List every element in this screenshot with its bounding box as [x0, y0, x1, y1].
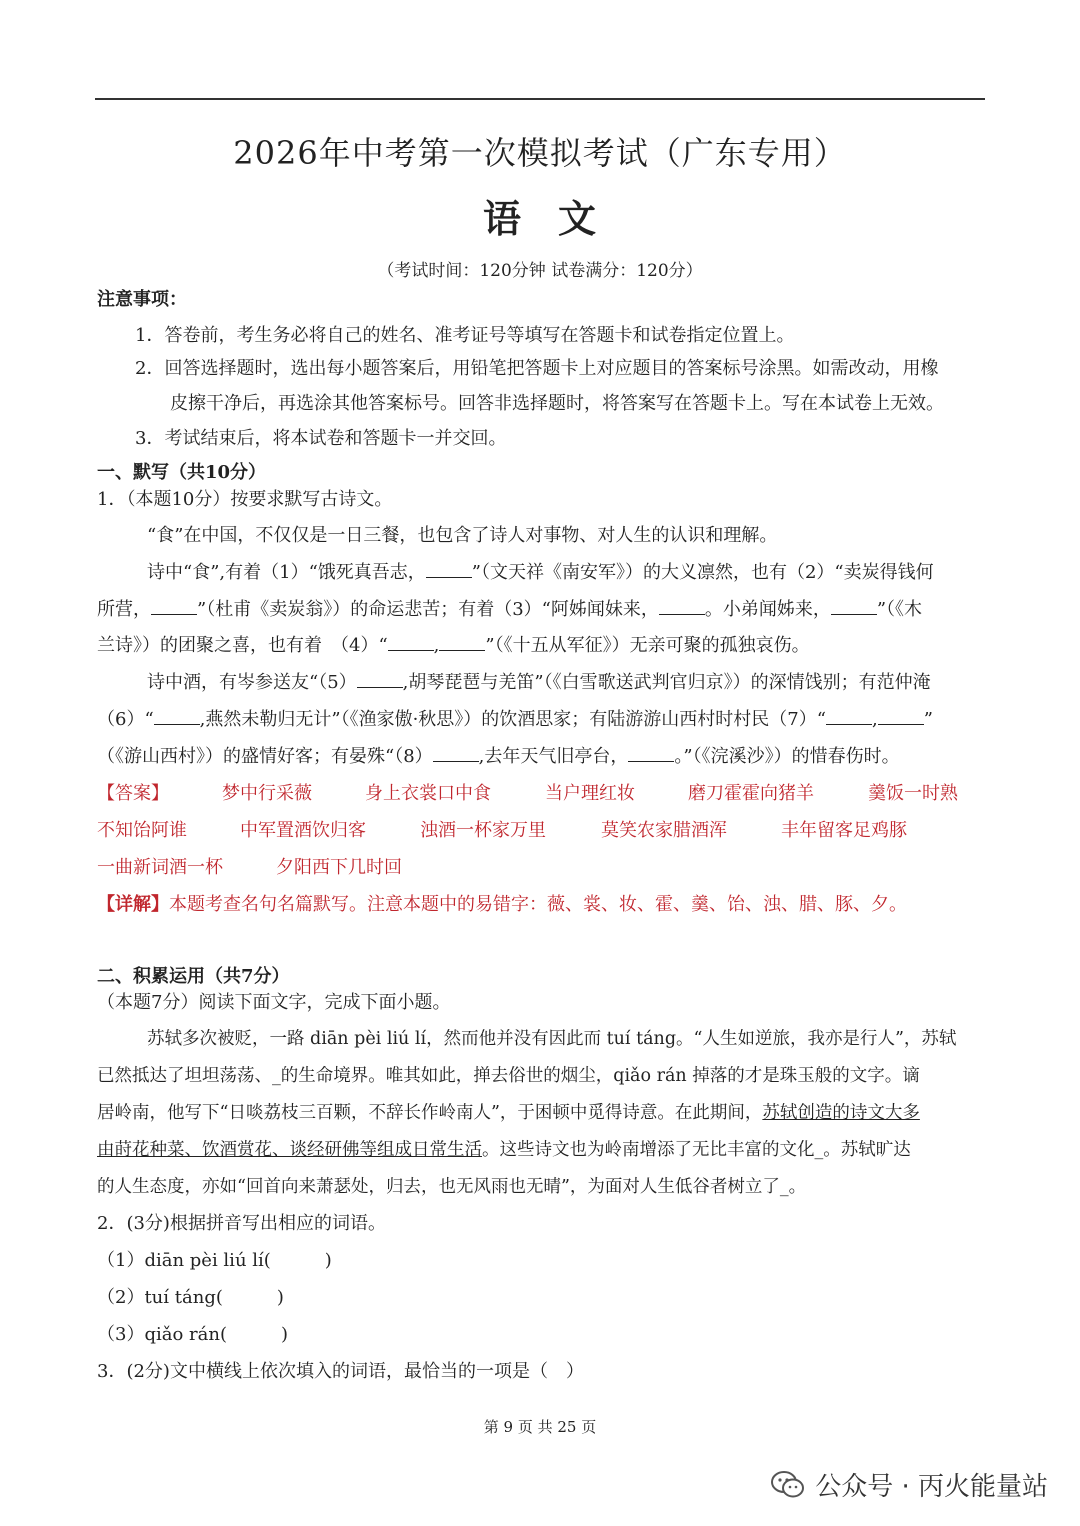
- passage-line-3: 居岭南，他写下“日啖荔枝三百颗，不辞长作岭南人”，于困顿中觅得诗意。在此期间，苏轼创造的诗文大多: [97, 1103, 920, 1123]
- answer-1: 梦中行采薇: [222, 783, 312, 804]
- passage-line-2: 已然抵达了坦坦荡荡、_的生命境界。唯其如此，掸去俗世的烟尘，qiǎo rán 掉落的才是珠玉般的文字。谪: [97, 1066, 920, 1086]
- section1-para-3-line-3: （《游山西村》）的盛情好客；有晏殊“（8） ,去年天气旧亭台， 。”（《浣溪沙》）的惜春伤时。: [97, 743, 900, 771]
- underlined-sentence-start: 苏轼创造的诗文大多: [762, 1103, 920, 1123]
- answer-12: 夕阳西下几时回: [276, 857, 402, 878]
- notice-item-1: 1．答卷前，考生务必将自己的姓名、准考证号等填写在答题卡和试卷指定位置上。: [135, 325, 795, 346]
- passage-line-1: 苏轼多次被贬，一路 diān pèi liú lí，然而他并没有因此而 tuí táng。“人生如逆旅，我亦是行人”，苏轼: [147, 1029, 957, 1049]
- section2-intro: （本题7分）阅读下面文字，完成下面小题。: [97, 992, 451, 1013]
- question-1: 1．（本题10分）按要求默写古诗文。: [97, 489, 393, 510]
- underlined-sentence-end: 由莳花种菜、饮酒赏花、谈经研佛等组成日常生活: [97, 1140, 482, 1160]
- question-2-1: （1）diān pèi liú lí( ): [97, 1250, 332, 1271]
- answer-7: 中军置酒饮归客: [240, 820, 366, 841]
- answer-5: 羹饭一时熟: [868, 783, 958, 804]
- header-rule: [95, 98, 985, 100]
- subject-title: [0, 188, 1080, 243]
- section1-para-2-line-3: 兰诗》）的团聚之喜，也有着 （4）“ , ”（《十五从军征》）无亲可聚的孤独哀伤。: [97, 632, 810, 660]
- exam-title: 2026年中考第一次模拟考试（广东专用）: [233, 134, 847, 172]
- section1-para-2-line-2: 所营， ”（杜甫《卖炭翁》）的命运悲苦；有着（3）“阿姊闻妹来， 。小弟闻姊来， ”（《木: [97, 596, 922, 624]
- notice-item-2: 2．回答选择题时，选出每小题答案后，用铅笔把答题卡上对应题目的答案标号涂黑。如需改动，用橡: [135, 358, 939, 379]
- section1-para-3-line-1: 诗中酒，有岑参送友“（5） ,胡琴琵琶与羌笛”（《白雪歌送武判官归京》）的深情饯别；有范仲淹: [147, 669, 931, 697]
- section1-para-3-line-2: （6）“ ,燕然未勒归无计”（《渔家傲·秋思》）的饮酒思家；有陆游游山西村时村民（7）“ , ”: [97, 706, 933, 734]
- passage-line-4: 由莳花种菜、饮酒赏花、谈经研佛等组成日常生活。这些诗文也为岭南增添了无比丰富的文化_。苏轼旷达: [97, 1140, 911, 1160]
- question-2-2: （2）tuí táng( ): [97, 1287, 284, 1308]
- section1-heading: 一、默写（共10分）: [97, 462, 267, 483]
- answer-label: 【答案】: [97, 783, 169, 804]
- subject-char-1: 语: [482, 196, 522, 241]
- section1-para-1: “食”在中国，不仅仅是一日三餐，也包含了诗人对事物、对人生的认识和理解。: [147, 525, 778, 546]
- subject-char-2: 文: [558, 196, 598, 241]
- detail: 【详解】本题考查名句名篇默写。注意本题中的易错字：薇、裳、妆、霍、羹、饴、浊、腊、豚、夕。: [97, 894, 907, 915]
- page-number: 第 9 页 共 25 页: [483, 1418, 597, 1436]
- question-3: 3．(2分)文中横线上依次填入的词语，最恰当的一项是（ ）: [97, 1361, 584, 1382]
- answer-4: 磨刀霍霍向猪羊: [688, 783, 814, 804]
- notice-item-3: 3．考试结束后，将本试卷和答题卡一并交回。: [135, 428, 507, 449]
- answer-10: 丰年留客足鸡豚: [781, 820, 907, 841]
- answer-3: 当户理红妆: [545, 783, 635, 804]
- question-2-3: （3）qiǎo rán( ): [97, 1324, 288, 1345]
- wechat-icon: [771, 1470, 805, 1500]
- watermark: [771, 1466, 1048, 1503]
- question-2: 2．(3分)根据拼音写出相应的词语。: [97, 1213, 386, 1234]
- exam-info: （考试时间：120分钟 试卷满分：120分）: [377, 261, 703, 281]
- answer-9: 莫笑农家腊酒浑: [601, 820, 727, 841]
- answer-11: 一曲新词酒一杯: [97, 857, 223, 878]
- notice-item-2-cont: 皮擦干净后，再选涂其他答案标号。回答非选择题时，将答案写在答题卡上。写在本试卷上无效。: [170, 393, 944, 414]
- watermark-text: 公众号 · 丙火能量站: [815, 1472, 1048, 1502]
- answer-6: 不知饴阿谁: [97, 820, 187, 841]
- notice-heading: 注意事项：: [97, 289, 187, 310]
- section1-para-2-line-1: 诗中“食”,有着（1）“饿死真吾志， ”（文天祥《南安军》）的大义凛然，也有（2）“卖炭得钱何: [147, 559, 934, 587]
- answer-8: 浊酒一杯家万里: [420, 820, 546, 841]
- section2-heading: 二、积累运用（共7分）: [97, 966, 290, 987]
- answer-2: 身上衣裳口中食: [365, 783, 491, 804]
- passage-line-5: 的人生态度，亦如“回首向来萧瑟处，归去，也无风雨也无晴”，为面对人生低谷者树立了_。: [97, 1177, 807, 1197]
